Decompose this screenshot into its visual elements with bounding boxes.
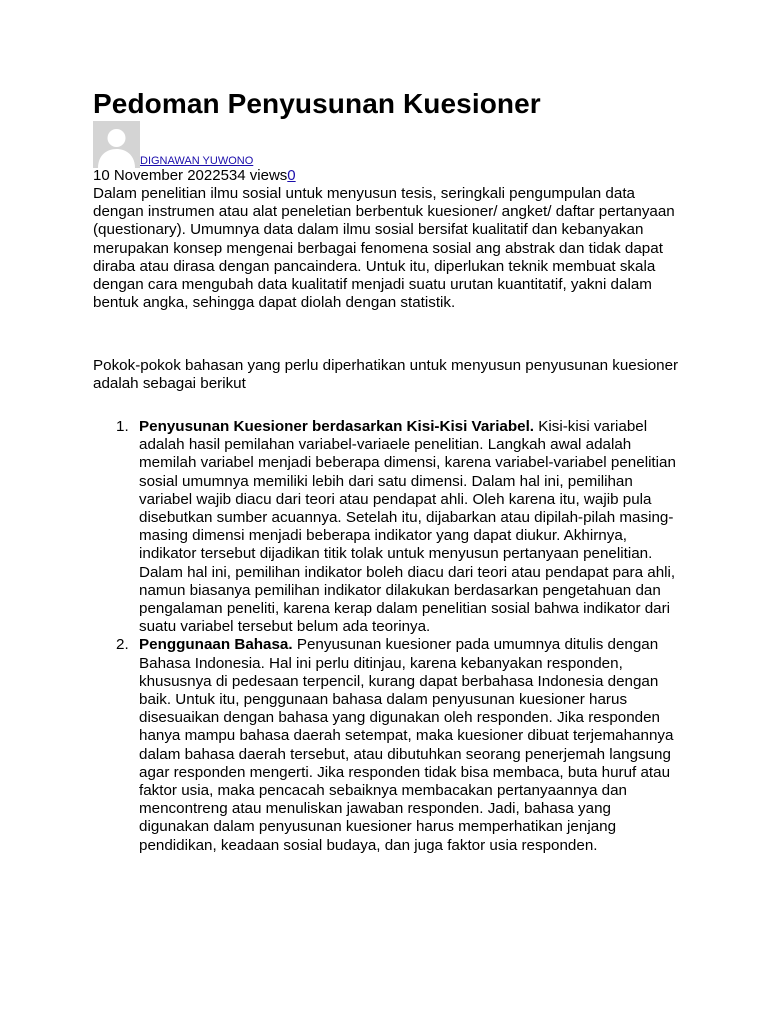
default-user-avatar-icon [93,121,140,168]
list-item [93,636,683,854]
list-item [93,418,683,636]
list-item-number: 1. [116,418,129,435]
article-meta [93,167,296,185]
article-title: Pedoman Penyusunan Kuesioner [93,88,541,119]
avatar[interactable] [93,121,140,168]
guideline-list [93,418,683,855]
list-item-text: Kisi-kisi variabel adalah hasil pemilahan variabel-variaele penelitian. Langkah awal adalah memilah variabel menjadi beberapa dimensi, karena variabel-variabel penelitian sosial umumnya memiliki lebih dari satu dimensi. Dalam hal ini, pemilihan variabel wajib diacu dari teori atau pendapat ahli. Oleh karena itu, wajib pula disebutkan sumber acuannya. Setelah itu, dijabarkan atau dipilah-pilah masing-masing dimensi menjadi beberapa indikator yang dapat diukur. Akhirnya, indikator tersebut dijadikan titik tolak untuk menyusun pertanyaan penelitian. Dalam hal ini, pemilihan indikator boleh diacu dari teori atau pendapat para ahli, namun biasanya pemilihan indikator dilakukan berdasarkan pengetahuan dan pengalaman peneliti, karena kerap dalam penelitian sosial bahwa indikator dari suatu variabel tersebut belum ada teorinya. [139,418,676,636]
list-item-heading: Penggunaan Bahasa. [139,636,293,654]
intro-paragraph: Dalam penelitian ilmu sosial untuk menyusun tesis, seringkali pengumpulan data dengan instrumen atau alat peneletian berbentuk kuesioner/ angket/ daftar pertanyaan (questionary). Umumnya data dalam ilmu sosial bersifat kualitatif dan kebanyakan merupakan konsep mengenai berbagai fenomena sosial ang abstrak dan tidak dapat diraba atau dirasa dengan pancaindera. Untuk itu, diperlukan teknik membuat skala dengan cara mengubah data kualitatif menjadi suatu urutan kuantitatif, yakni dalam bentuk angka, sehingga dapat diolah dengan statistik. [93,185,675,312]
list-item-text: Penyusunan kuesioner pada umumnya ditulis dengan Bahasa Indonesia. Hal ini perlu ditinjau, karena kebanyakan responden, khususnya di pedesaan terpencil, kurang dapat berbahasa Indonesia dengan baik. Untuk itu, penggunaan bahasa dalam penyusunan kuesioner harus disesuaikan dengan bahasa yang digunakan oleh responden. Jika responden hanya mampu bahasa daerah setempat, maka kuesioner dibuat terjemahannya dalam bahasa daerah tersebut, atau dibutuhkan seorang penerjemah langsung agar responden mengerti. Jika responden tidak bisa membaca, buta huruf atau faktor usia, maka pencacah sebaiknya membacakan pertanyaannya dan mencontreng atau menuliskan jawaban responden. Jadi, bahasa yang digunakan dalam penyusunan kuesioner harus memperhatikan jenjang pendidikan, keadaan sosial budaya, dan juga faktor usia responden. [139,636,674,854]
date-views: 10 November 2022534 views [93,167,288,184]
author-link[interactable]: DIGNAWAN YUWONO [140,155,254,167]
list-item-number: 2. [116,636,129,654]
second-paragraph: Pokok-pokok bahasan yang perlu diperhatikan untuk menyusun penyusunan kuesioner adalah sebagai berikut [93,357,679,393]
article-body [93,185,683,312]
list-item-heading: Penyusunan Kuesioner berdasarkan Kisi-Kisi Variabel. [139,418,535,435]
comments-count-link[interactable]: 0 [287,167,296,184]
